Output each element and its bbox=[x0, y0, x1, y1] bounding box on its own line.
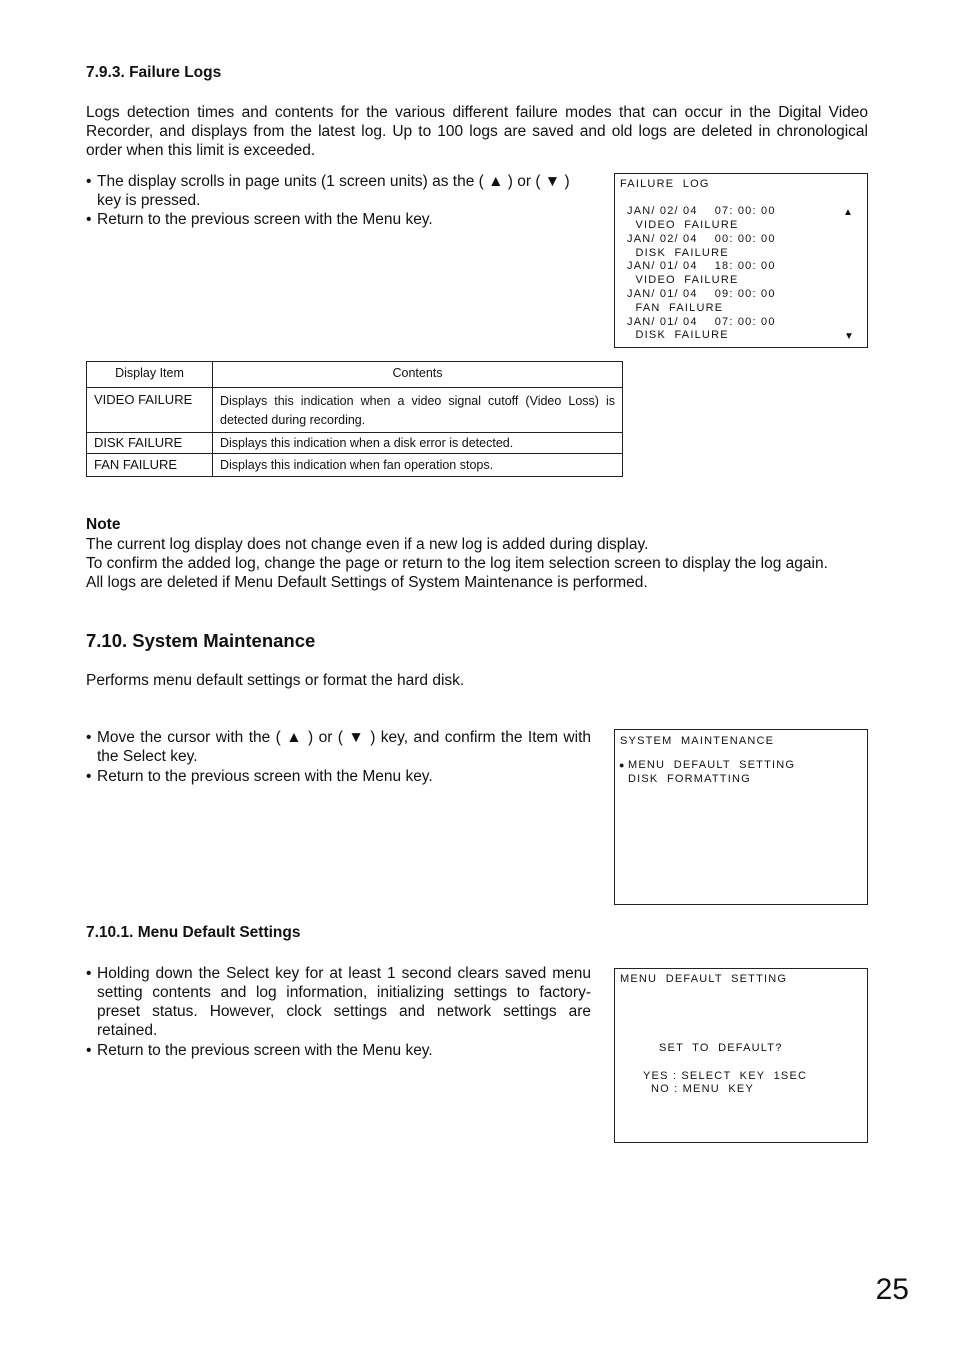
system-bullet-2: • Return to the previous screen with the Menu key. bbox=[86, 767, 591, 786]
log-line: JAN/ 01/ 04 18: 00: 00 bbox=[627, 260, 776, 272]
default-no-option[interactable]: NO : MENU KEY bbox=[651, 1083, 754, 1095]
failure-bullet-1: • The display scrolls in page units (1 screen units) as the ( ▲ ) or ( ▼ ) key is pressed. bbox=[86, 172, 591, 210]
table-cell-item: FAN FAILURE bbox=[87, 454, 213, 477]
failure-bullet-2-text: Return to the previous screen with the Menu key. bbox=[97, 211, 433, 228]
note-title: Note bbox=[86, 516, 121, 533]
failure-log-screen bbox=[614, 173, 868, 348]
table-cell-contents: Displays this indication when a disk error is detected. bbox=[213, 433, 623, 454]
page-number: 25 bbox=[875, 1273, 909, 1306]
table-row bbox=[87, 454, 623, 477]
default-bullet-2: • Return to the previous screen with the Menu key. bbox=[86, 1041, 591, 1060]
log-line: JAN/ 02/ 04 00: 00: 00 bbox=[627, 233, 776, 245]
system-maintenance-screen-title: SYSTEM MAINTENANCE bbox=[620, 735, 775, 747]
menu-default-screen bbox=[614, 968, 868, 1143]
default-bullet-2-text: Return to the previous screen with the Menu key. bbox=[97, 1042, 433, 1059]
default-yes-option[interactable]: YES : SELECT KEY 1SEC bbox=[643, 1070, 808, 1082]
menu-item-disk-formatting[interactable]: DISK FORMATTING bbox=[628, 773, 751, 785]
system-maintenance-intro: Performs menu default settings or format the hard disk. bbox=[86, 672, 465, 689]
table-cell-item: VIDEO FAILURE bbox=[87, 388, 213, 433]
log-line: DISK FAILURE bbox=[627, 247, 729, 259]
system-bullet-1-text: Move the cursor with the ( ▲ ) or ( ▼ ) key, and confirm the Item with the Select key. bbox=[97, 729, 591, 765]
failure-bullet-2: • Return to the previous screen with the Menu key. bbox=[86, 210, 591, 229]
failure-log-screen-title: FAILURE LOG bbox=[620, 178, 710, 190]
failure-logs-heading: 7.9.3. Failure Logs bbox=[86, 64, 222, 81]
log-line: JAN/ 01/ 04 07: 00: 00 bbox=[627, 316, 776, 328]
log-line: JAN/ 02/ 04 07: 00: 00 bbox=[627, 205, 776, 217]
menu-default-screen-title: MENU DEFAULT SETTING bbox=[620, 973, 788, 985]
log-line: DISK FAILURE bbox=[627, 329, 729, 341]
scroll-down-icon: ▼ bbox=[844, 331, 856, 342]
system-bullet-1: • Move the cursor with the ( ▲ ) or ( ▼ ) key, and confirm the Item with the Select key. bbox=[86, 729, 591, 765]
note-line-2: To confirm the added log, change the page or return to the log item selection screen to display the log again. bbox=[86, 555, 828, 572]
menu-item-menu-default-setting[interactable]: MENU DEFAULT SETTING bbox=[628, 759, 796, 771]
default-bullet-1-text: Holding down the Select key for at least 1 second clears saved menu setting contents and log information, initializing settings to factory-preset status. However, clock settings and network settings are retained. bbox=[97, 965, 591, 1039]
failure-logs-intro: Logs detection times and contents for the various different failure modes that can occur in the Digital Video Recorder, and displays from the latest log. Up to 100 logs are saved and old logs are deleted in chronological order when this limit is exceeded. bbox=[86, 104, 868, 159]
default-bullet-1: • Holding down the Select key for at least 1 second clears saved menu setting contents and log information, initializing settings to factory-preset status. However, clock settings and network settings are retained. bbox=[86, 965, 591, 1039]
system-maintenance-screen bbox=[614, 729, 868, 905]
note-line-1: The current log display does not change even if a new log is added during display. bbox=[86, 536, 649, 553]
cursor-icon: ● bbox=[619, 760, 625, 770]
table-header-display-item: Display Item bbox=[87, 362, 213, 388]
table-row bbox=[87, 388, 623, 433]
failure-items-table bbox=[86, 361, 623, 477]
note-line-3: All logs are deleted if Menu Default Settings of System Maintenance is performed. bbox=[86, 574, 648, 591]
scroll-up-icon: ▲ bbox=[843, 207, 855, 218]
log-line: VIDEO FAILURE bbox=[627, 274, 739, 286]
table-header-contents: Contents bbox=[213, 362, 623, 388]
default-prompt: SET TO DEFAULT? bbox=[659, 1042, 783, 1054]
log-line: FAN FAILURE bbox=[627, 302, 724, 314]
table-header-row bbox=[87, 362, 623, 388]
menu-default-heading: 7.10.1. Menu Default Settings bbox=[86, 924, 301, 941]
log-line: JAN/ 01/ 04 09: 00: 00 bbox=[627, 288, 776, 300]
system-bullet-2-text: Return to the previous screen with the Menu key. bbox=[97, 768, 433, 785]
table-cell-contents: Displays this indication when a video signal cutoff (Video Loss) is detected during recording. bbox=[213, 388, 623, 433]
table-cell-item: DISK FAILURE bbox=[87, 433, 213, 454]
table-row bbox=[87, 433, 623, 454]
table-cell-contents: Displays this indication when fan operation stops. bbox=[213, 454, 623, 477]
log-line: VIDEO FAILURE bbox=[627, 219, 739, 231]
failure-bullet-1-text: The display scrolls in page units (1 screen units) as the ( ▲ ) or ( ▼ ) key is pressed. bbox=[97, 173, 570, 209]
system-maintenance-heading: 7.10. System Maintenance bbox=[86, 630, 316, 651]
